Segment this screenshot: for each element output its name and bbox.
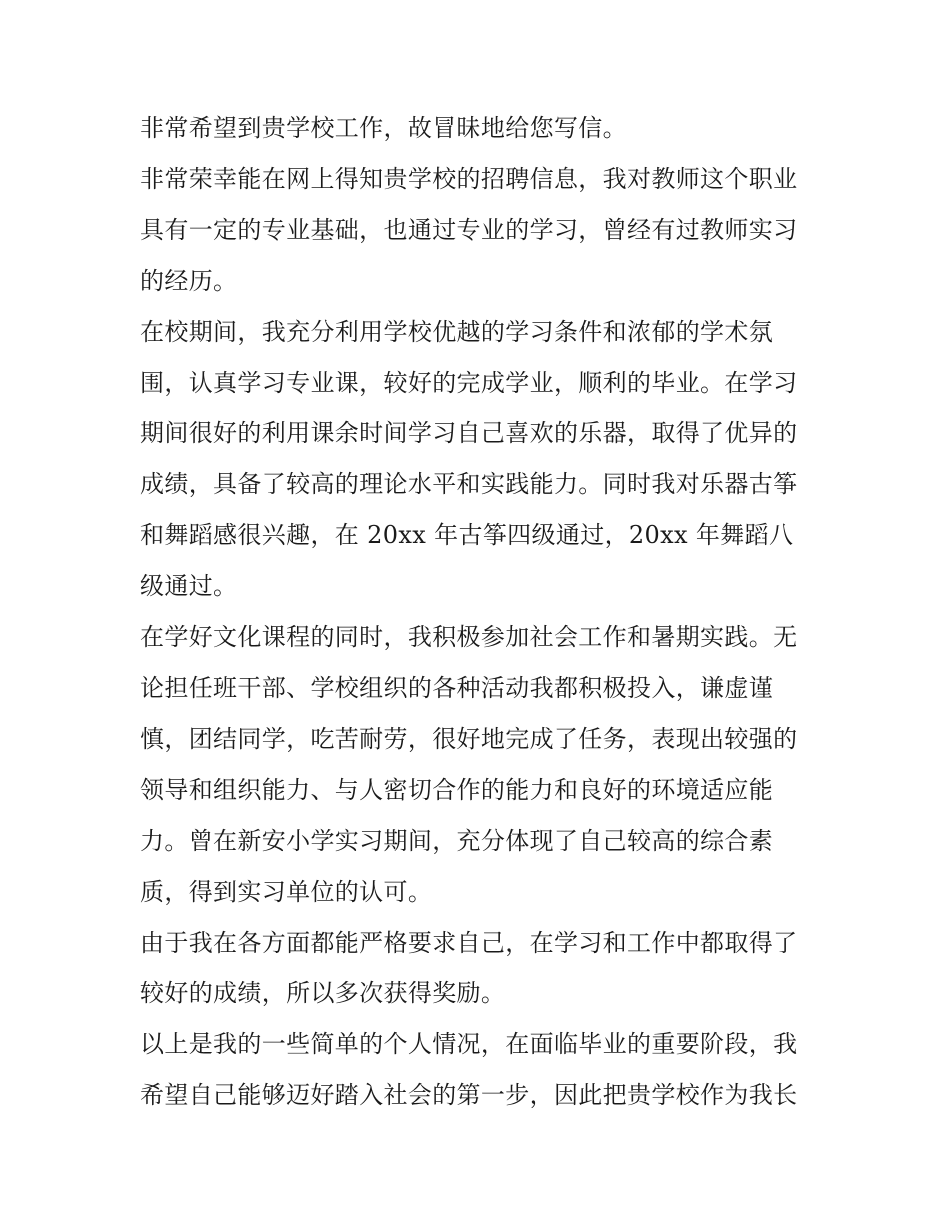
paragraph-closing: 以上是我的一些简单的个人情况，在面临毕业的重要阶段，我希望自己能够迈好踏入社会的第一步，因此把贵学校作为我长 (140, 1030, 798, 1110)
paragraph-studies: 在校期间，我充分利用学校优越的学习条件和浓郁的学术氛围，认真学习专业课，较好的完成学业，顺利的毕业。在学习期间很好的利用课余时间学习自己喜欢的乐器，取得了优异的成绩，具备了较高的理论水平和实践能力。同时我对乐器古筝和舞蹈感很兴趣，在 20xx 年古筝四级通过，20xx 年舞蹈八级通过。 (140, 317, 798, 601)
paragraph-activities: 在学好文化课程的同时，我积极参加社会工作和暑期实践。无论担任班干部、学校组织的各种活动我都积极投入，谦虚谨慎，团结同学，吃苦耐劳，很好地完成了任务，表现出较强的领导和组织能力、与人密切合作的能力和良好的环境适应能力。曾在新安小学实习期间，充分体现了自己较高的综合素质，得到实习单位的认可。 (140, 623, 798, 906)
letter-body (140, 103, 814, 1121)
paragraph-background: 非常荣幸能在网上得知贵学校的招聘信息，我对教师这个职业具有一定的专业基础，也通过专业的学习，曾经有过教师实习的经历。 (140, 164, 798, 295)
paragraph-awards: 由于我在各方面都能严格要求自己，在学习和工作中都取得了较好的成绩，所以多次获得奖励。 (140, 928, 798, 1008)
paragraph-opening: 非常希望到贵学校工作，故冒昧地给您写信。 (140, 114, 627, 142)
